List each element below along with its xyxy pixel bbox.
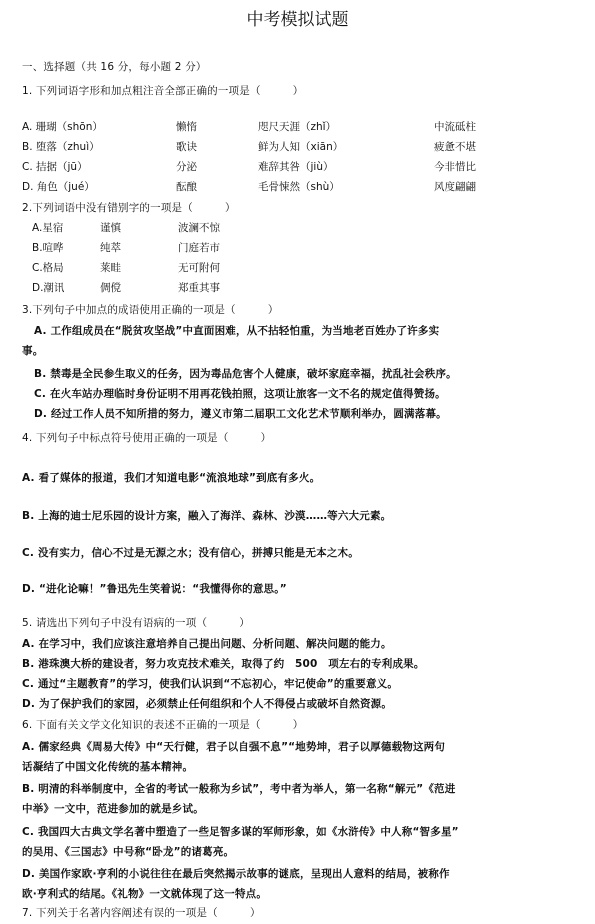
- question-7-stem: 7. 下列关于名著内容阐述有误的一项是（ ）: [22, 907, 261, 919]
- q3-option-d: D. 经过工作人员不知所措的努力，遵义市第二届职工文化艺术节顺利举办，圆满落幕。: [34, 408, 447, 420]
- q2-c-1: C.格局: [32, 262, 64, 274]
- q1-c-4: 今非惜比: [434, 161, 476, 173]
- q2-d-1: D.潮讯: [32, 282, 65, 294]
- q6-option-c-cont: 的吴用、《三国志》中号称“卧龙”的诸葛亮。: [22, 846, 235, 858]
- q5-option-d: D. 为了保护我们的家园，必须禁止任何组织和个人不得侵占或破坏自然资源。: [22, 698, 393, 710]
- q6-option-a: A. 儒家经典《周易大传》中“天行健，君子以自强不息”“地势坤，君子以厚德载物这两句: [22, 741, 446, 753]
- q1-a-3: 咫尺天涯（zhǐ）: [258, 121, 337, 133]
- q4-option-c: C. 没有实力，信心不过是无源之水；没有信心，拼搏只能是无本之木。: [22, 547, 359, 559]
- q2-c-3: 无可附何: [178, 262, 220, 274]
- q2-d-2: 倜傥: [100, 282, 121, 294]
- q1-c-2: 分泌: [176, 161, 197, 173]
- q2-a-3: 波澜不惊: [178, 222, 220, 234]
- question-5-stem: 5. 请选出下列句子中没有语病的一项（ ）: [22, 617, 250, 629]
- q4-option-a: A. 看了媒体的报道，我们才知道电影“流浪地球”到底有多火。: [22, 472, 321, 484]
- section-heading: 一、选择题（共 16 分，每小题 2 分）: [22, 61, 207, 73]
- q1-b-1: B. 堕落（zhuì）: [22, 141, 100, 153]
- q1-a-1: A. 珊瑚（shōn）: [22, 121, 103, 133]
- q6-option-b-cont: 中举》一文中，范进参加的就是乡试。: [22, 803, 204, 815]
- q6-option-d: D. 美国作家欧·亨利的小说往往在最后突然揭示故事的谜底，呈现出人意料的结局，被称作: [22, 868, 450, 880]
- q5-option-a: A. 在学习中，我们应该注意培养自己提出问题、分析问题、解决问题的能力。: [22, 638, 392, 650]
- q6-option-d-cont: 欧·亨利式的结尾。《礼物》一文就体现了这一特点。: [22, 888, 268, 900]
- q6-option-c: C. 我国四大古典文学名著中塑造了一些足智多谋的军师形象，如《水浒传》中人称“智多星”: [22, 826, 459, 838]
- question-4-stem: 4. 下列句子中标点符号使用正确的一项是（ ）: [22, 432, 272, 444]
- q1-d-4: 风度翩翩: [434, 181, 476, 193]
- q1-a-2: 懒惰: [176, 121, 197, 133]
- q3-option-c: C. 在火车站办理临时身份证明不用再花钱拍照，这项让旅客一文不名的规定值得赞扬。: [34, 388, 446, 400]
- q5-option-b: B. 港珠澳大桥的建设者，努力攻克技术难关，取得了约 500 项左右的专利成果。: [22, 658, 425, 670]
- question-3-stem: 3.下列句子中加点的成语使用正确的一项是（ ）: [22, 304, 279, 316]
- page-title: 中考模拟试题: [246, 10, 349, 30]
- q2-c-2: 莱畦: [100, 262, 121, 274]
- q3-option-b: B. 禁毒是全民参生取义的任务，因为毒品危害个人健康，破坏家庭幸福，扰乱社会秩序。: [34, 368, 457, 380]
- q1-b-3: 鲜为人知（xiān）: [258, 141, 344, 153]
- q4-option-d: D. “进化论嘛！”鲁迅先生笑着说：“我懂得你的意思。”: [22, 583, 287, 595]
- q2-b-2: 纯萃: [100, 242, 121, 254]
- q4-option-b: B. 上海的迪士尼乐园的设计方案，融入了海洋、森林、沙漠……等六大元素。: [22, 510, 392, 522]
- q2-d-3: 郑重其事: [178, 282, 220, 294]
- q1-b-4: 疲惫不堪: [434, 141, 476, 153]
- q6-option-b: B. 明清的科举制度中，全省的考试一般称为乡试”，考中者为举人，第一名称“解元”《范进: [22, 783, 456, 795]
- q1-c-1: C. 拮据（jū）: [22, 161, 88, 173]
- q5-option-c: C. 通过“主题教育”的学习，使我们认识到“不忘初心，牢记使命”的重要意义。: [22, 678, 399, 690]
- q2-a-1: A.星宿: [32, 222, 64, 234]
- q1-d-2: 酝酿: [176, 181, 197, 193]
- q1-b-2: 歌诀: [176, 141, 197, 153]
- q2-b-1: B.喧哗: [32, 242, 64, 254]
- q1-a-4: 中流砥柱: [434, 121, 476, 133]
- q3-option-a-cont: 事。: [22, 345, 44, 357]
- q1-c-3: 难辞其咎（jiù）: [258, 161, 334, 173]
- question-1-stem: 1. 下列词语字形和加点粗注音全部正确的一项是（ ）: [22, 85, 304, 97]
- q2-a-2: 谨慎: [100, 222, 121, 234]
- question-2-stem: 2.下列词语中没有错别字的一项是（ ）: [22, 202, 236, 214]
- q1-d-1: D. 角色（jué）: [22, 181, 95, 193]
- q6-option-a-cont: 话凝结了中国文化传统的基本精神。: [22, 761, 194, 773]
- q3-option-a: A. 工作组成员在“脱贫攻坚战”中直面困难，从不拈轻怕重，为当地老百姓办了许多实: [34, 325, 440, 337]
- q2-b-3: 门庭若市: [178, 242, 220, 254]
- q1-d-3: 毛骨悚然（shù）: [258, 181, 340, 193]
- question-6-stem: 6. 下面有关文学文化知识的表述不正确的一项是（ ）: [22, 719, 304, 731]
